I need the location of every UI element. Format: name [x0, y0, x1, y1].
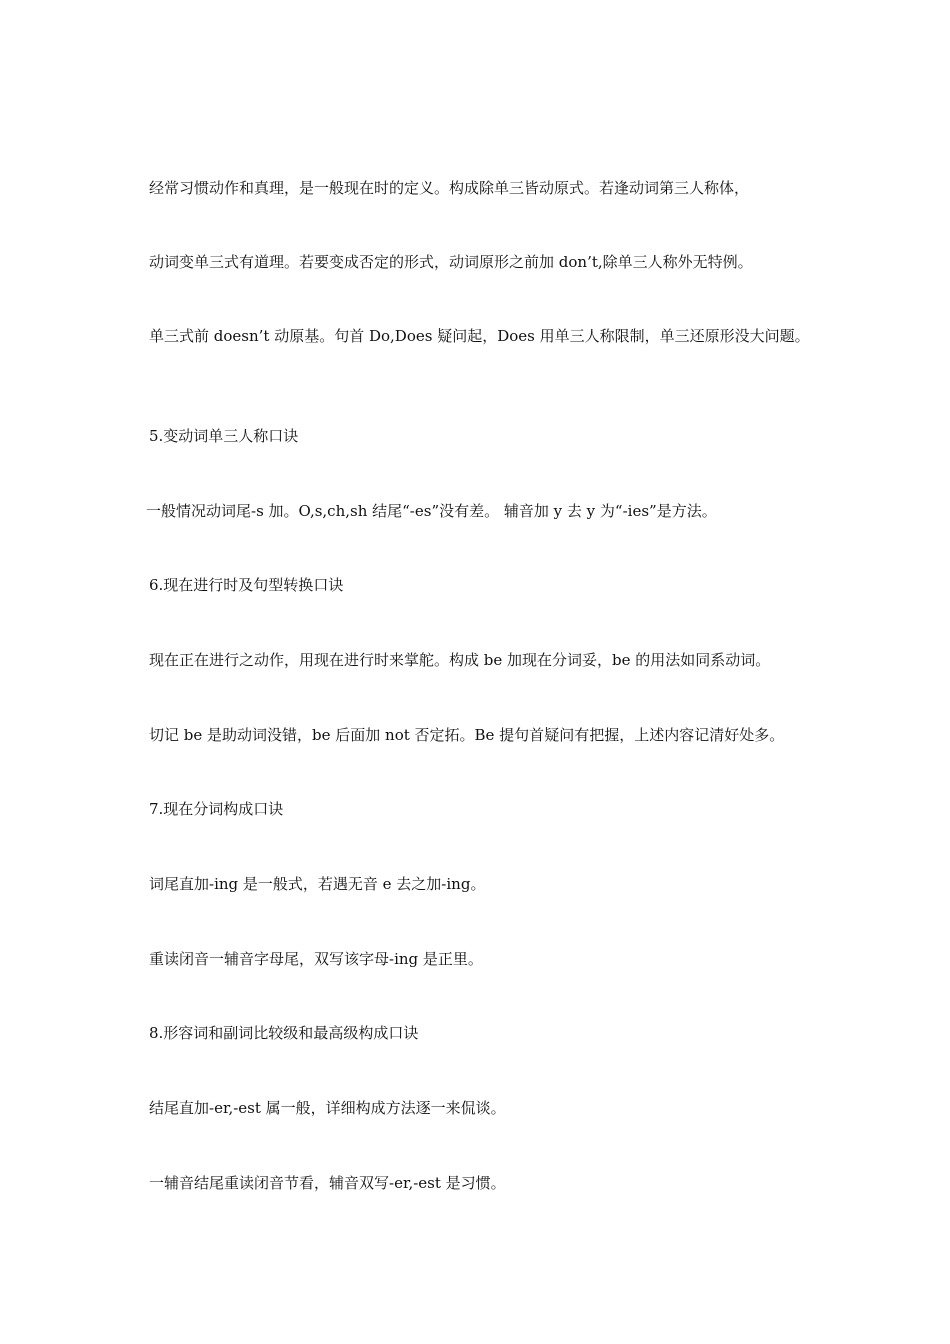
paragraph-comparative-general: 结尾直加-er,-est 属一般，详细构成方法逐一来侃谈。	[149, 1099, 506, 1117]
paragraph-progressive-definition: 现在正在进行之动作，用现在进行时来掌舵。构成 be 加现在分词妥，be 的用法如同系动词。	[149, 651, 771, 669]
paragraph-present-tense-negative: 动词变单三式有道理。若要变成否定的形式，动词原形之前加 don’t,除单三人称外无特例。	[149, 253, 753, 271]
paragraph-participle-general: 词尾直加-ing 是一般式，若遇无音 e 去之加-ing。	[149, 875, 486, 893]
heading-section-5: 5.变动词单三人称口诀	[149, 427, 299, 445]
heading-section-8: 8.形容词和副词比较级和最高级构成口诀	[149, 1024, 419, 1042]
paragraph-comparative-double: 一辅音结尾重读闭音节看，辅音双写-er,-est 是习惯。	[149, 1174, 506, 1192]
paragraph-participle-double: 重读闭音一辅音字母尾，双写该字母-ing 是正里。	[149, 950, 483, 968]
paragraph-progressive-transform: 切记 be 是助动词没错，be 后面加 not 否定拓。Be 提句首疑问有把握，上述内容记清好处多。	[149, 726, 785, 744]
paragraph-third-person-rules: 一般情况动词尾-s 加。O,s,ch,sh 结尾“-es”没有差。 辅音加 y 去 y 为“-ies”是方法。	[146, 502, 717, 520]
paragraph-present-tense-question: 单三式前 doesn’t 动原基。句首 Do,Does 疑问起，Does 用单三人称限制，单三还原形没大问题。	[149, 327, 810, 345]
heading-section-7: 7.现在分词构成口诀	[149, 800, 284, 818]
heading-section-6: 6.现在进行时及句型转换口诀	[149, 576, 344, 594]
paragraph-present-tense-definition: 经常习惯动作和真理，是一般现在时的定义。构成除单三皆动原式。若逢动词第三人称体，	[149, 179, 750, 197]
